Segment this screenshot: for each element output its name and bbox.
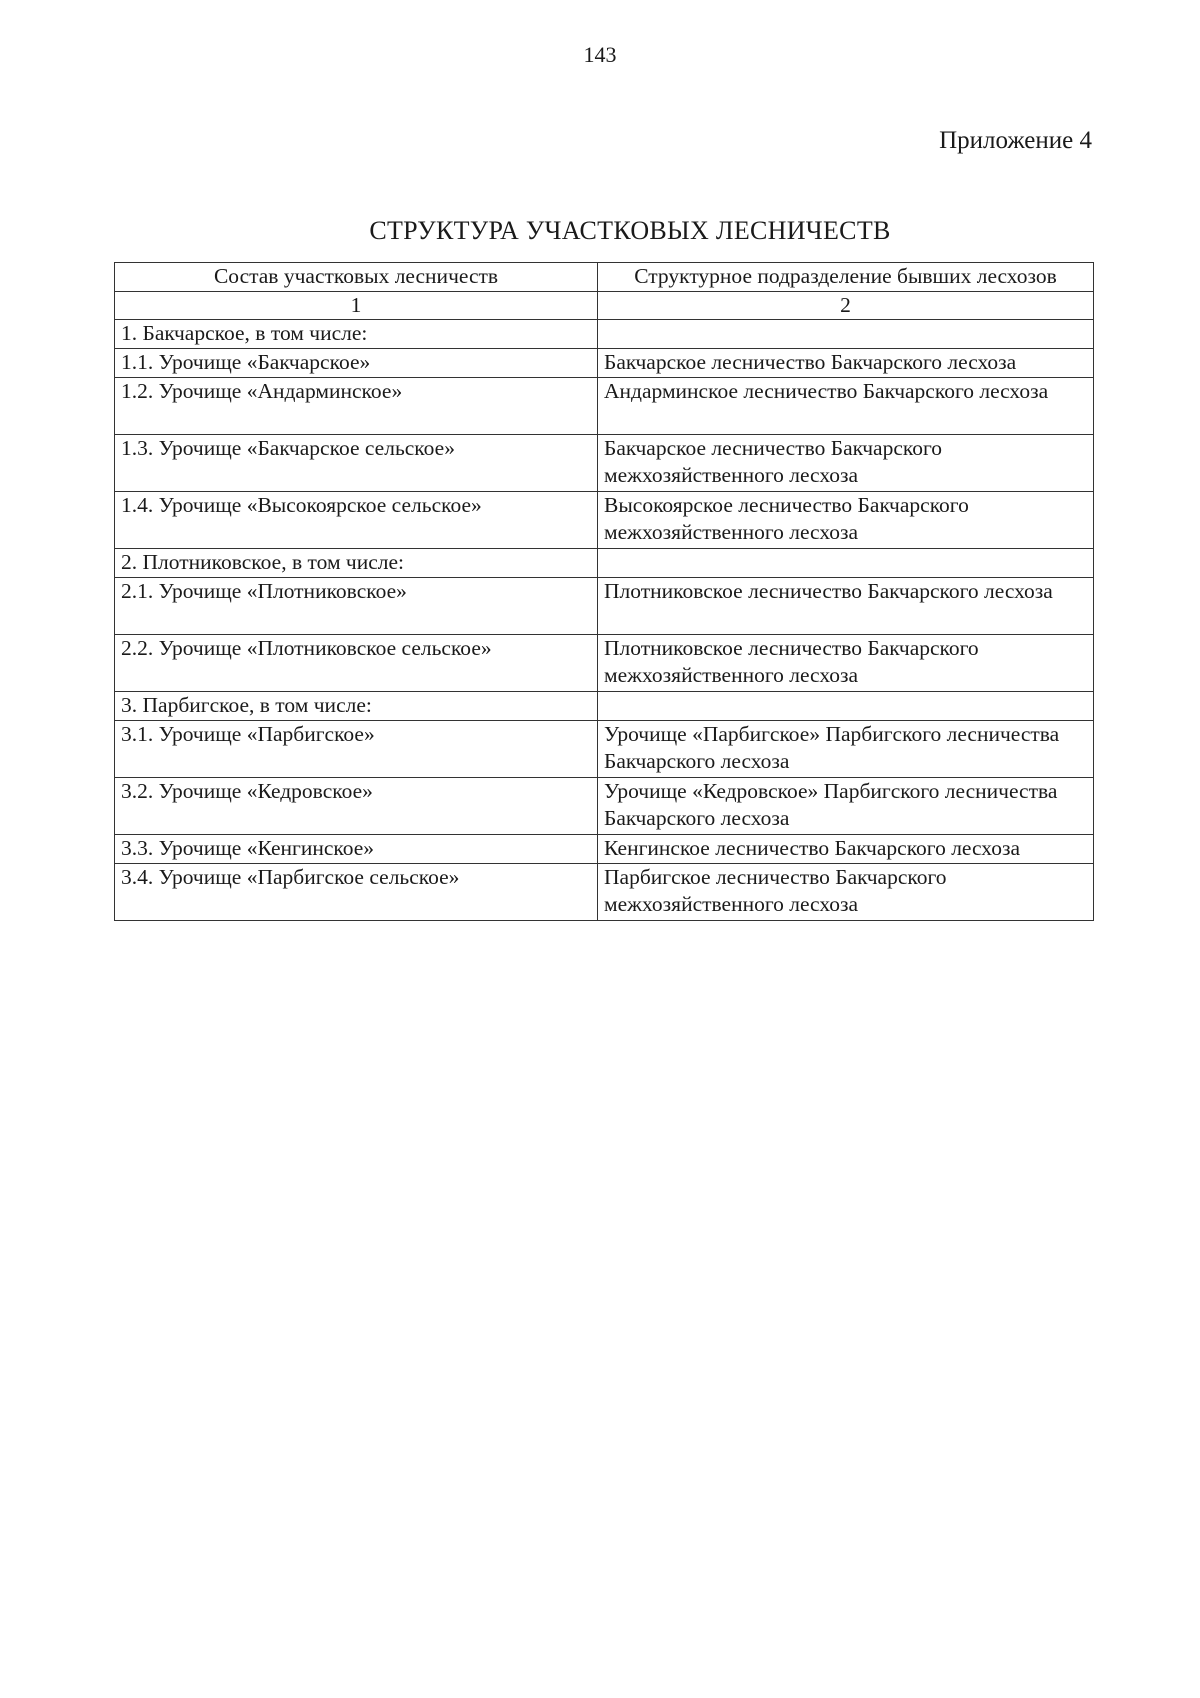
table-cell: Плотниковское лесничество Бакчарского лесхоза [598, 578, 1094, 635]
table-cell: 2.1. Урочище «Плотниковское» [115, 578, 598, 635]
table-row [115, 692, 1094, 721]
table-cell: 3. Парбигское, в том числе: [115, 692, 598, 721]
header-former-subdivision: Структурное подразделение бывших лесхозов [598, 263, 1094, 292]
table-row [115, 778, 1094, 835]
table-cell [598, 692, 1094, 721]
table-cell: Бакчарское лесничество Бакчарского лесхоза [598, 349, 1094, 378]
table-cell: Плотниковское лесничество Бакчарского межхозяйственного лесхоза [598, 635, 1094, 692]
document-title: СТРУКТУРА УЧАСТКОВЫХ ЛЕСНИЧЕСТВ [369, 216, 891, 245]
table-row [115, 864, 1094, 921]
table-row [115, 578, 1094, 635]
column-number: 2 [598, 292, 1094, 320]
table-row [115, 320, 1094, 349]
table-cell: 3.3. Урочище «Кенгинское» [115, 835, 598, 864]
table-cell: 1. Бакчарское, в том числе: [115, 320, 598, 349]
table-cell: 3.1. Урочище «Парбигское» [115, 721, 598, 778]
table-cell: 1.3. Урочище «Бакчарское сельское» [115, 435, 598, 492]
table-row [115, 435, 1094, 492]
table-cell: 3.4. Урочище «Парбигское сельское» [115, 864, 598, 921]
forestry-structure-table [114, 262, 1093, 921]
table-cell: 1.2. Урочище «Андарминское» [115, 378, 598, 435]
table-cell [598, 549, 1094, 578]
table-row [115, 378, 1094, 435]
table-cell: 2.2. Урочище «Плотниковское сельское» [115, 635, 598, 692]
page-number: 143 [583, 42, 617, 67]
table-cell: 1.1. Урочище «Бакчарское» [115, 349, 598, 378]
table-header-row [115, 263, 1094, 292]
table-row [115, 349, 1094, 378]
table-row [115, 835, 1094, 864]
table-row [115, 549, 1094, 578]
table-cell: Урочище «Кедровское» Парбигского лесничества Бакчарского лесхоза [598, 778, 1094, 835]
table-row [115, 635, 1094, 692]
header-composition: Состав участковых лесничеств [115, 263, 598, 292]
table-cell: 1.4. Урочище «Высокоярское сельское» [115, 492, 598, 549]
table-cell: Парбигское лесничество Бакчарского межхозяйственного лесхоза [598, 864, 1094, 921]
table-cell: 2. Плотниковское, в том числе: [115, 549, 598, 578]
table-row [115, 721, 1094, 778]
table-cell: Андарминское лесничество Бакчарского лесхоза [598, 378, 1094, 435]
table-cell: Бакчарское лесничество Бакчарского межхозяйственного лесхоза [598, 435, 1094, 492]
table-cell: Высокоярское лесничество Бакчарского межхозяйственного лесхоза [598, 492, 1094, 549]
appendix-label: Приложение 4 [939, 127, 1092, 154]
table-cell [598, 320, 1094, 349]
table-cell: 3.2. Урочище «Кедровское» [115, 778, 598, 835]
table-cell: Кенгинское лесничество Бакчарского лесхоза [598, 835, 1094, 864]
table-row [115, 492, 1094, 549]
column-number-row [115, 292, 1094, 320]
table-cell: Урочище «Парбигское» Парбигского лесничества Бакчарского лесхоза [598, 721, 1094, 778]
column-number: 1 [115, 292, 598, 320]
